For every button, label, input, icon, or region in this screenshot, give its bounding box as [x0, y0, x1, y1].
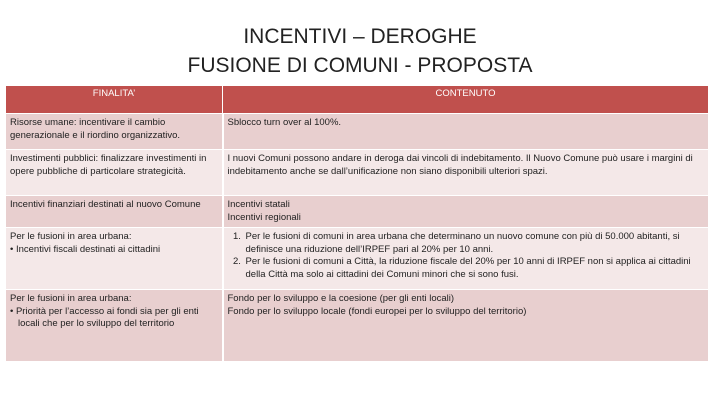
table-row	[6, 196, 709, 228]
header-finalita: FINALITA’	[6, 86, 223, 114]
row4-intro: Per le fusioni in area urbana:	[10, 231, 132, 242]
row5-line-1: Fondo per lo sviluppo e la coesione (per gli enti locali)	[227, 293, 455, 304]
table-header-row	[6, 86, 709, 114]
title-line-1: INCENTIVI – DEROGHE	[243, 25, 477, 48]
row3-line-2: Incentivi regionali	[227, 211, 301, 223]
row2-finalita: Investimenti pubblici: finalizzare investimenti in opere pubbliche di particolare strategicità.	[6, 150, 223, 196]
row5-line-2: Fondo per lo sviluppo locale (fondi europei per lo sviluppo del territorio)	[227, 305, 527, 317]
row3-line-1: Incentivi statali	[227, 199, 290, 210]
proposal-table	[5, 85, 709, 362]
row5-contenuto	[223, 290, 709, 362]
row2-contenuto: I nuovi Comuni possono andare in deroga dai vincoli di indebitamento. Il Nuovo Comune può usare i margini di indebitamento anche se dall’unificazione non siano disponibili ulteriori spazi.	[223, 150, 709, 196]
row4-bullet-text: Incentivi fiscali destinati ai cittadini	[15, 243, 161, 255]
row5-bullets	[10, 306, 218, 331]
page-title	[0, 22, 720, 80]
row4-contenuto	[223, 228, 709, 290]
list-item: • Priorità per l’accesso ai fondi sia per gli enti locali che per lo sviluppo del territorio	[10, 305, 199, 329]
row3-finalita: Incentivi finanziari destinati al nuovo Comune	[6, 196, 223, 228]
list-item: 2. Per le fusioni di comuni a Città, la riduzione fiscale del 20% per 10 anni di IRPEF non si applica ai cittadini della Città ma solo ai cittadini dei Comuni minori che si sono fusi.	[244, 256, 705, 281]
row4-finalita	[6, 228, 223, 290]
table-row	[6, 114, 709, 150]
row4-bullets	[10, 244, 218, 257]
row5-intro: Per le fusioni in area urbana:	[10, 293, 132, 304]
table-row	[6, 150, 709, 196]
list-item: • Incentivi fiscali destinati ai cittadini	[10, 243, 161, 255]
row5-bullet-text: Priorità per l’accesso ai fondi sia per gli enti locali che per lo sviluppo del territorio	[15, 305, 199, 329]
row5-finalita	[6, 290, 223, 362]
title-line-2: FUSIONE DI COMUNI - PROPOSTA	[187, 54, 533, 77]
row4-numbered-list	[228, 231, 705, 281]
list-item: 1. Per le fusioni di comuni in area urbana che determinano un nuovo comune con più di 50.000 abitanti, si definisce una riduzione dell’IRPEF pari al 20% per 10 anni.	[244, 231, 705, 256]
header-contenuto: CONTENUTO	[223, 86, 709, 114]
table-row	[6, 290, 709, 362]
row1-contenuto: Sblocco turn over al 100%.	[223, 114, 709, 150]
row1-finalita: Risorse umane: incentivare il cambio generazionale e il riordino organizzativo.	[6, 114, 223, 150]
table-row	[6, 228, 709, 290]
row3-contenuto	[223, 196, 709, 228]
